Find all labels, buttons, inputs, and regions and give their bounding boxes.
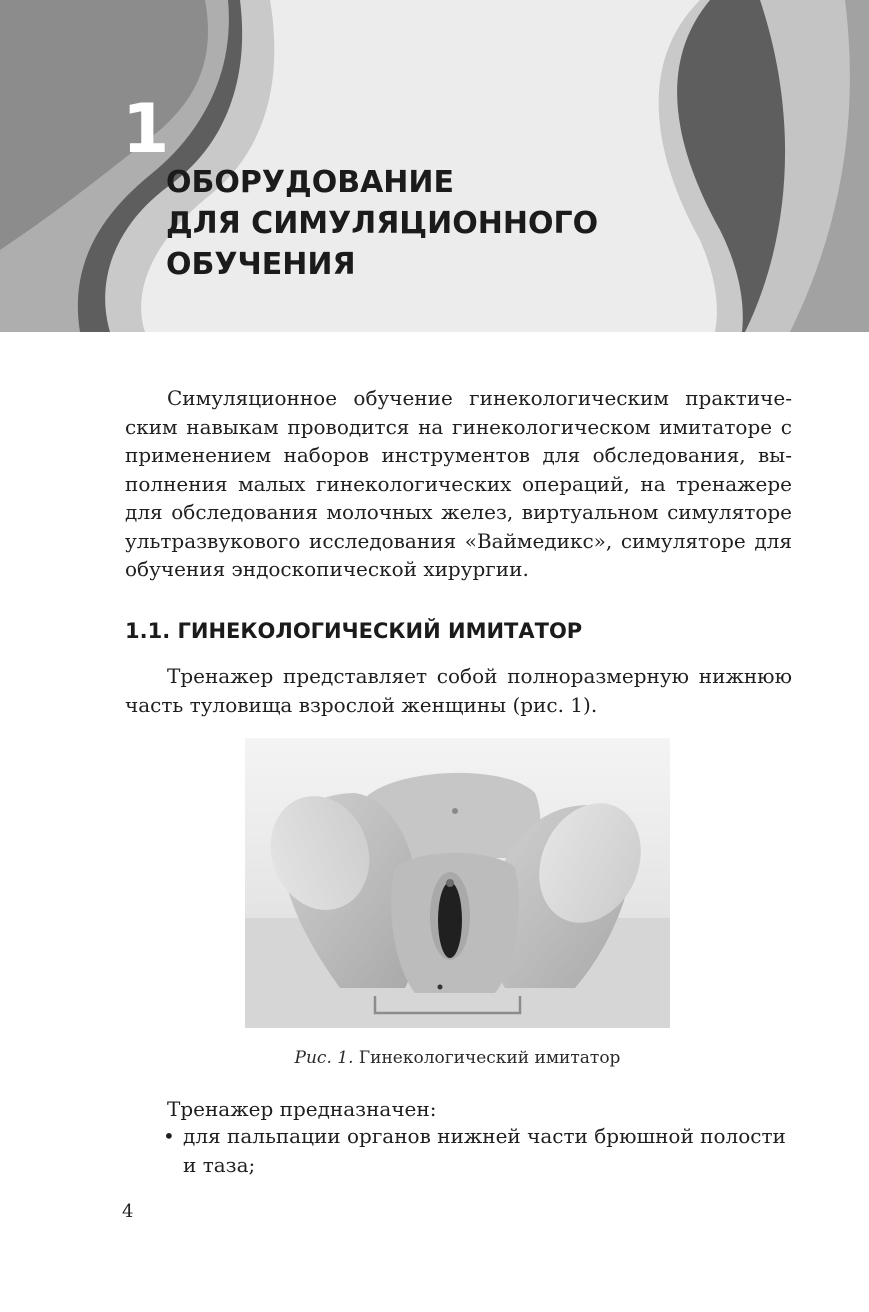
bullet-icon: • — [163, 1124, 175, 1148]
paragraph-line: ским навыкам проводится на гинекологическом имитаторе с — [125, 414, 792, 439]
paragraph-line: полнения малых гинекологических операций, на тренажере — [125, 471, 792, 496]
figure-caption-text: Гинекологический имитатор — [353, 1048, 621, 1068]
paragraph-line: ультразвукового исследования «Ваймедикс», симуляторе для — [125, 528, 792, 553]
paragraph-line: обучения эндоскопической хирургии. — [125, 557, 529, 581]
chapter-title-line: ДЛЯ СИМУЛЯЦИОННОГО — [166, 206, 599, 241]
paragraph-line: Симуляционное обучение гинекологическим практиче- — [167, 386, 792, 410]
section-heading: 1.1. ГИНЕКОЛОГИЧЕСКИЙ ИМИТАТОР — [125, 619, 583, 643]
figure-caption-number: Рис. 1. — [294, 1048, 354, 1068]
purpose-list — [163, 1122, 793, 1179]
figure-caption — [245, 1046, 670, 1070]
chapter-title-line: ОБУЧЕНИЯ — [166, 247, 356, 282]
list-item-line: и таза; — [183, 1152, 256, 1177]
simulator-illustration — [245, 738, 670, 1028]
list-item-line: для пальпации органов нижней части брюшной полости — [183, 1124, 786, 1148]
paragraph-line: часть туловища взрослой женщины (рис. 1). — [125, 692, 598, 717]
intro-paragraph — [125, 384, 792, 584]
paragraph-line: для обследования молочных желез, виртуальном симуляторе — [125, 500, 792, 524]
purpose-intro: Тренажер предназначен: — [167, 1097, 437, 1121]
paragraph-line: применением наборов инструментов для обследования, вы- — [125, 443, 792, 467]
paragraph-line: Тренажер представляет собой полноразмерную нижнюю — [167, 664, 792, 688]
chapter-title — [166, 162, 598, 285]
chapter-title-line: ОБОРУДОВАНИЕ — [166, 165, 455, 200]
gynecological-simulator-photo — [245, 738, 670, 1028]
page-number: 4 — [122, 1201, 134, 1222]
chapter-number: 1 — [122, 90, 168, 169]
list-item — [163, 1122, 793, 1179]
section-paragraph — [125, 662, 792, 719]
